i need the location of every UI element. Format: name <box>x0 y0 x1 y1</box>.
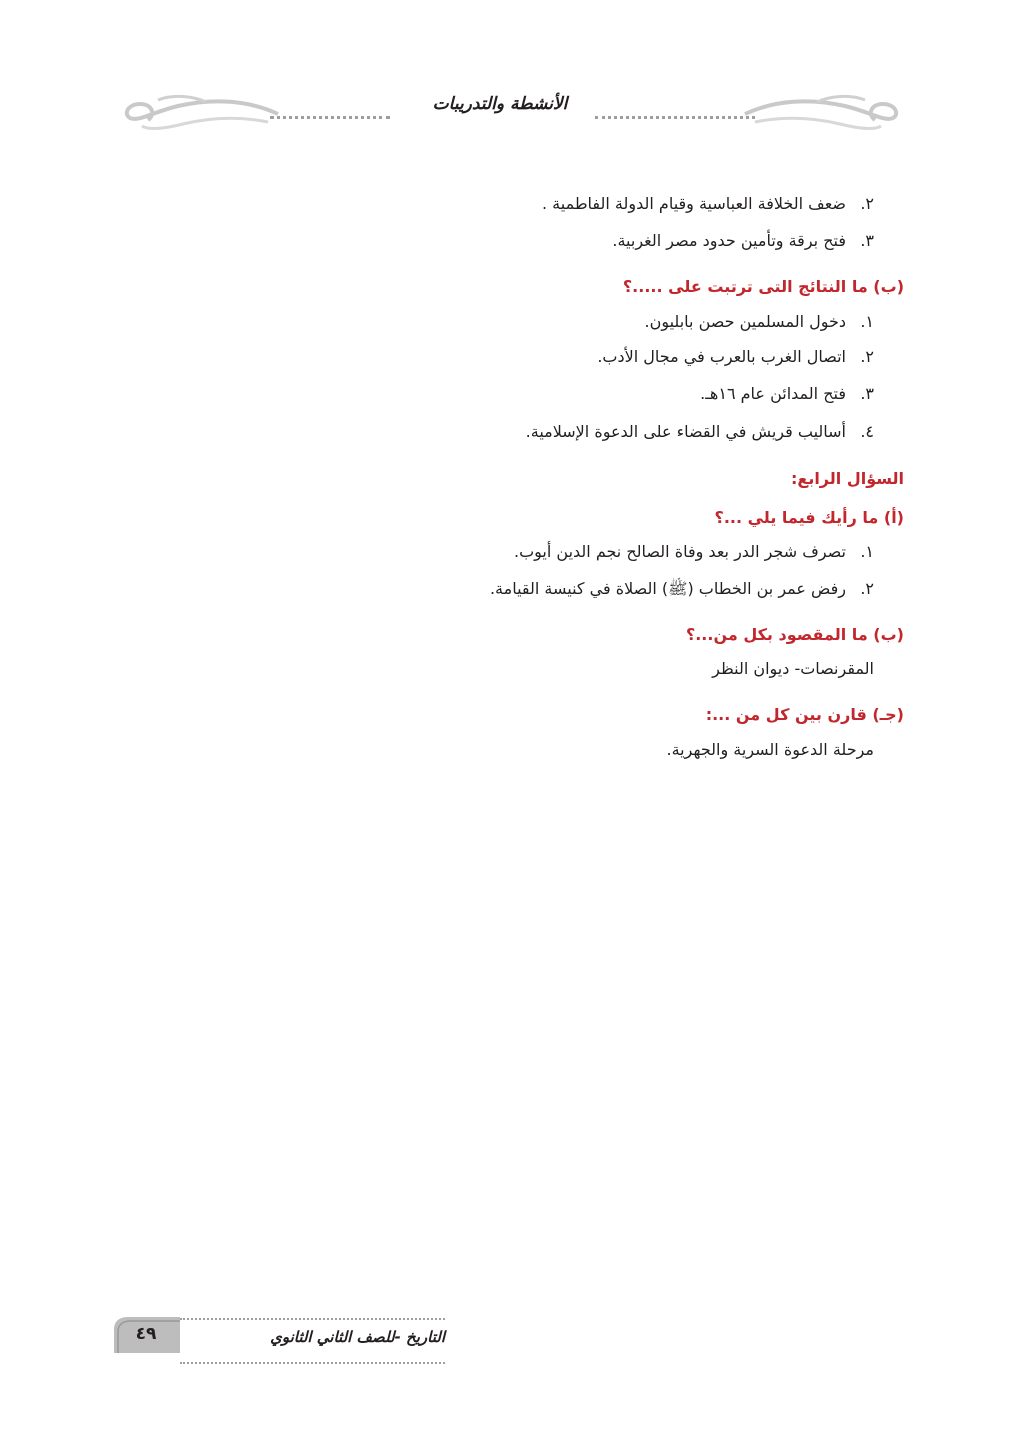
list-item <box>612 231 874 250</box>
answer-text: مرحلة الدعوة السرية والجهرية. <box>666 740 874 759</box>
list-item-number: ٢. <box>860 194 874 213</box>
answer-text: المقرنصات- ديوان النظر <box>712 659 874 678</box>
header-dots-right <box>595 116 755 119</box>
list-item-text: اتصال الغرب بالعرب في مجال الأدب. <box>597 347 846 366</box>
list-item <box>542 194 874 213</box>
list-item-number: ٢. <box>860 347 874 366</box>
list-item <box>490 579 874 602</box>
header-ornament-left <box>118 92 288 137</box>
list-item-text: أساليب قريش في القضاء على الدعوة الإسلامية. <box>525 422 846 441</box>
list-item <box>644 312 874 331</box>
list-item-number: ١. <box>860 312 874 331</box>
section-title: السؤال الرابع: <box>790 469 904 488</box>
list-item-number: ٤. <box>860 422 874 441</box>
list-item-text: ضعف الخلافة العباسية وقيام الدولة الفاطمية . <box>541 194 846 213</box>
page-number: ٤٩ <box>135 1324 157 1344</box>
question-heading: (جـ) قارن بين كل من ...: <box>705 705 904 724</box>
list-item <box>597 347 874 366</box>
footer-dots-top <box>180 1318 445 1320</box>
footer-book-title: التاريخ -للصف الثاني الثانوي <box>270 1328 445 1346</box>
list-item-text: دخول المسلمين حصن بابليون. <box>644 312 846 331</box>
question-heading: (ب) ما المقصود بكل من...؟ <box>685 625 904 644</box>
list-item-text: رفض عمر بن الخطاب (ﷺ) الصلاة في كنيسة القيامة. <box>489 579 846 598</box>
list-item-text: فتح المدائن عام ١٦هـ. <box>700 384 846 403</box>
list-item <box>514 542 874 561</box>
header-dots-left <box>270 116 390 119</box>
list-item-number: ٣. <box>860 231 874 250</box>
list-item-number: ١. <box>860 542 874 561</box>
list-item-text: فتح برقة وتأمين حدود مصر الغربية. <box>612 231 846 250</box>
header-ornament-right <box>735 92 905 137</box>
list-item-text: تصرف شجر الدر بعد وفاة الصالح نجم الدين أيوب. <box>513 542 846 561</box>
list-item <box>700 384 874 403</box>
list-item-number: ٢. <box>860 579 874 598</box>
question-heading: (ب) ما النتائج التى ترتبت على .....؟ <box>622 277 904 296</box>
footer-dots-bottom <box>180 1362 445 1364</box>
list-item <box>526 422 874 441</box>
page-header-title: الأنشطة والتدريبات <box>432 94 568 114</box>
list-item-number: ٣. <box>860 384 874 403</box>
question-heading: (أ) ما رأيك فيما يلي ...؟ <box>714 508 904 527</box>
